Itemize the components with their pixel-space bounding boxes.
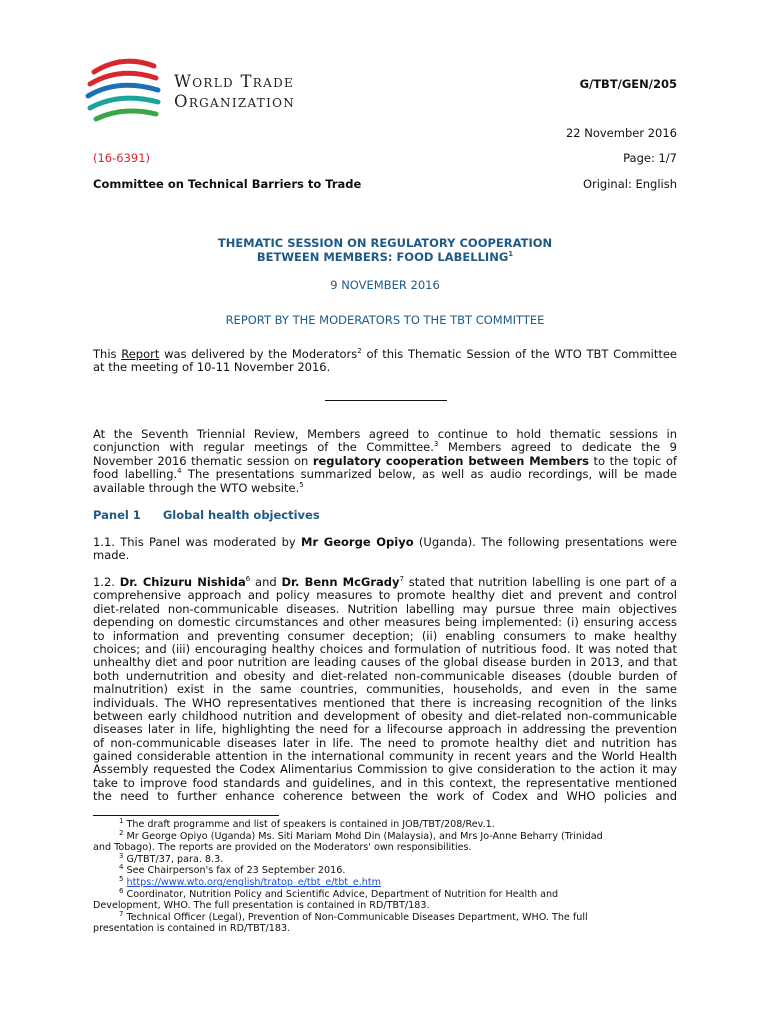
paragraph-1-2 — [93, 576, 677, 804]
bg-line2 — [93, 441, 677, 454]
separator-rule — [325, 400, 447, 401]
footnote-3 — [93, 851, 677, 866]
panel-title: Global health objectives — [162, 508, 320, 522]
footnote-6-cont: Development, WHO. The full presentation is contained in RD/TBT/183. — [93, 900, 430, 912]
footnote-text: Coordinator, Nutrition Policy and Scientific Advice, Department of Nutrition for Health and — [123, 888, 559, 900]
background-paragraph — [93, 428, 677, 495]
p12-line: of non-communicable diseases later in life. The need to promote healthy diet and nutrition has — [93, 735, 677, 750]
p12-line: malnutrition) exist in the same countries, communities, households, and even in the same — [93, 682, 677, 697]
intro-text-a: This — [93, 347, 122, 361]
footnote-text: Mr George Opiyo (Uganda) Ms. Siti Mariam Mohd Din (Malaysia), and Mrs Jo-Anne Beharry (Trinidad — [123, 830, 603, 842]
p12-line: choices; and (iii) encouraging healthy choices and formulation of nutritious food. It was noted that — [93, 641, 677, 656]
footnote-text: The draft programme and list of speakers is contained in JOB/TBT/208/Rev.1. — [123, 819, 495, 830]
bg-line3 — [93, 455, 677, 468]
document-ref: (16-6391) — [93, 151, 151, 165]
p12-line: to information and preventing consumer deception; (ii) enabling consumers to make healthy — [93, 628, 677, 643]
bg-line4b: The presentations summarized below, as well as audio recordings, will be made — [181, 467, 677, 482]
footnote-7-cont: presentation is contained in RD/TBT/183. — [93, 923, 291, 935]
p12-line: comprehensive approach and policy measures to promote healthy diet and prevent and control — [93, 588, 677, 603]
document-title — [93, 236, 677, 264]
intro-text-c: of this Thematic Session of the WTO TBT Committee — [361, 347, 678, 361]
document-symbol: G/TBT/GEN/205 — [579, 77, 677, 91]
panel-heading — [93, 508, 320, 522]
intro-line2: at the meeting of 10-11 November 2016. — [93, 360, 331, 375]
footnote-number: 6 — [119, 886, 124, 895]
wto-emblem-icon — [84, 56, 168, 128]
title-line2 — [93, 250, 677, 264]
footnotes — [93, 816, 677, 935]
p12-rest: stated that nutrition labelling is one part of a — [403, 575, 677, 589]
bg-line5 — [93, 482, 677, 495]
original-language: Original: English — [582, 177, 677, 191]
bg-line5a: available through the WTO website. — [93, 480, 300, 495]
p12-line: unhealthy diet and poor nutrition are leading causes of the global disease burden in 2013, and that — [93, 655, 677, 670]
p12-line: individuals. The WHO representatives mentioned that there is increasing recognition of the links — [93, 695, 677, 710]
p12-speaker1: Dr. Chizuru Nishida — [119, 575, 246, 589]
p11-line2: made. — [93, 548, 130, 563]
footnote-number: 3 — [119, 851, 124, 860]
p12-speaker2: Dr. Benn McGrady — [281, 575, 400, 589]
bg-line3a: November 2016 thematic session on — [93, 453, 313, 468]
footnote-6 — [93, 886, 677, 901]
session-date: 9 NOVEMBER 2016 — [330, 278, 440, 292]
intro-text-b: was delivered by the Moderators — [159, 347, 358, 361]
footnote-7 — [93, 909, 677, 924]
p12-line: depending on domestic circumstances and other measures being implemented: (i) ensuring access — [93, 615, 677, 630]
footnote-4 — [93, 865, 677, 877]
footnote-number: 2 — [119, 828, 124, 837]
p12-line: between early childhood nutrition and development of obesity and diet-related non-communicable — [93, 708, 677, 723]
p12-line: both undernutrition and obesity and diet-related non-communicable diseases (double burden of — [93, 668, 677, 683]
p11-c: (Uganda). The following presentations were — [413, 535, 677, 549]
footnote-text: See Chairperson's fax of 23 September 2016. — [123, 865, 346, 877]
p11-a: 1.1. This Panel was moderated by — [93, 535, 302, 549]
report-link[interactable]: Report — [121, 347, 160, 361]
panel-number: Panel 1 — [93, 508, 141, 522]
title-line2-text: BETWEEN MEMBERS: FOOD LABELLING — [256, 250, 509, 264]
footnote-text: G/TBT/37, para. 8.3. — [123, 853, 224, 865]
footnote-ref-4[interactable]: 4 — [177, 467, 182, 476]
document-date: 22 November 2016 — [565, 126, 677, 140]
footnote-2-cont: and Tobago). The reports are provided on the Moderators' own responsibilities. — [93, 842, 472, 854]
footnote-text: Technical Officer (Legal), Prevention of Non-Communicable Diseases Department, WHO. The full — [123, 911, 588, 923]
footnote-number: 1 — [119, 816, 124, 825]
bg-line4 — [93, 468, 677, 481]
footnote-ref-5[interactable]: 5 — [299, 480, 304, 489]
p12-line: the need to further enhance coherence between the work of Codex and WHO policies and — [93, 789, 677, 804]
bg-line2a: conjunction with regular meetings of the Committee. — [93, 440, 434, 455]
report-subtitle: REPORT BY THE MODERATORS TO THE TBT COMMITTEE — [225, 313, 545, 327]
p12-line: take to improve food standards and guidelines, and in this context, the representative mentioned — [93, 775, 677, 790]
p12-line: Assembly requested the Codex Alimentarius Commission to give consideration to the action it may — [93, 762, 677, 777]
footnote-ref-3[interactable]: 3 — [433, 440, 439, 449]
intro-line1 — [93, 348, 677, 361]
footnote-number: 4 — [119, 863, 124, 872]
p12-line: diet-related non-communicable diseases. Nutrition labelling may pursue three main objectives — [93, 601, 677, 616]
footnote-number: 5 — [119, 874, 124, 883]
committee-name: Committee on Technical Barriers to Trade — [93, 177, 362, 191]
footnote-ref-1[interactable]: 1 — [508, 250, 514, 259]
bg-line4a: food labelling. — [93, 467, 178, 482]
bg-line3c: to the topic of — [588, 453, 677, 468]
p12-a: 1.2. — [93, 575, 120, 589]
bg-line1: At the Seventh Triennial Review, Members agreed to continue to hold thematic sessions in — [93, 427, 677, 441]
footnote-5 — [93, 874, 677, 889]
p11-moderator: Mr George Opiyo — [301, 535, 414, 549]
org-name-line2: Organization — [174, 92, 296, 111]
footnote-ref-7[interactable]: 7 — [399, 575, 404, 584]
footnote-2 — [93, 828, 677, 843]
intro-paragraph — [93, 348, 677, 375]
p11-line1 — [93, 536, 677, 549]
p12-line: gained considerable attention in the international community in recent years and the World Health — [93, 749, 677, 764]
footnote-ref-6[interactable]: 6 — [245, 575, 251, 584]
footnote-ref-2[interactable]: 2 — [357, 347, 362, 356]
title-line1: THEMATIC SESSION ON REGULATORY COOPERATION — [217, 236, 553, 250]
org-name-line1: World Trade — [174, 72, 295, 91]
page-number: Page: 1/7 — [623, 151, 677, 165]
wto-logo — [84, 56, 334, 128]
footnote-number: 7 — [119, 909, 124, 918]
footnote-1 — [93, 816, 677, 831]
bg-line2b: Members agreed to dedicate the 9 — [438, 440, 678, 455]
paragraph-1-1 — [93, 536, 677, 563]
p12-and: and — [250, 575, 282, 589]
org-name — [174, 72, 295, 112]
wto-tbt-link[interactable]: https://www.wto.org/english/tratop_e/tbt_e/tbt_e.htm — [126, 876, 381, 888]
bg-line3-bold: regulatory cooperation between Members — [312, 453, 589, 468]
p12-line: diseases later in life, highlighting the need for a lifecourse approach in addressing the prevention — [93, 722, 677, 737]
p12-line0 — [93, 576, 677, 589]
p12-lines — [93, 589, 677, 803]
